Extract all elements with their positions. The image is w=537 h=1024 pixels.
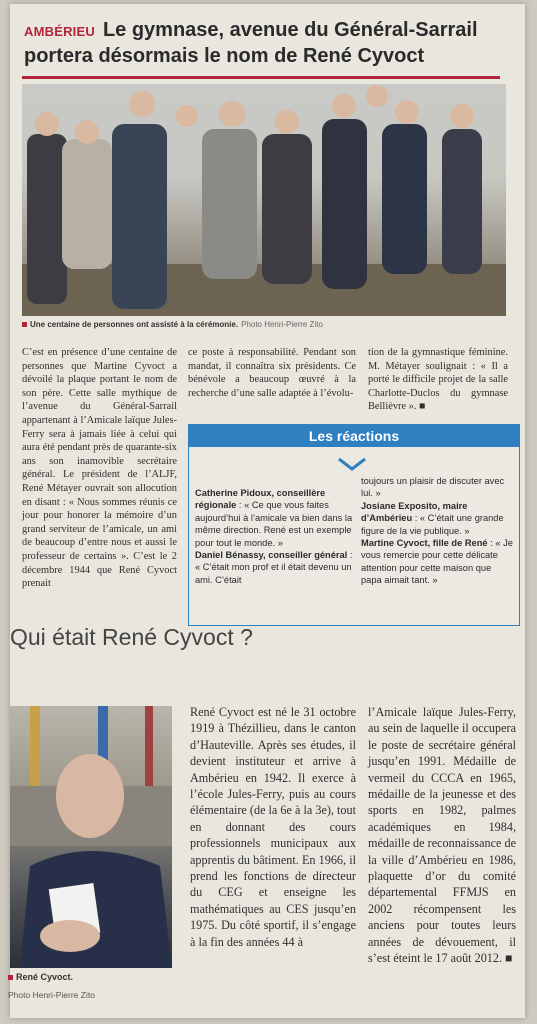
section-title: Qui était René Cyvoct ? (10, 624, 253, 650)
reactions-column-1 (195, 487, 355, 586)
reactions-title: Les réactions (189, 425, 519, 447)
reaction-author-4: Martine Cyvoct, fille de René (361, 538, 488, 549)
headline-rule (22, 76, 500, 79)
chevron-down-icon (337, 457, 367, 471)
reaction-quote-2-cont: toujours un plaisir de discuter avec lui. » (361, 476, 505, 499)
portrait-credit: Photo Henri-Pierre Zito (8, 990, 95, 1000)
article-column-1: C’est en présence d’une centaine de personnes que Martine Cyvoct a dévoilé la plaque portant le nom de son père. Cette salle mythique de l’avenue du Général-Sarrail appartenant à l’Amicale laïque Jules-Ferry sera à jamais liée à celui qui aura été pendant près de quarante-six ans son inamovible secrétaire général. Le président de l’ALJF, René Métayer ouvrait son allocution en disant : « Nous sommes réunis ce jour pour honorer la mémoire d’un grand serviteur de l’amicale, un ami de beaucoup d’entre nous et aussi le professeur de certains ». C’est le 2 décembre 1944 que René Cyvoct prenait (22, 347, 177, 590)
portrait-caption-text: René Cyvoct. (16, 972, 74, 982)
headline-title: Le gymnase, avenue du Général-Sarrail portera désormais le nom de René Cyvoct (24, 19, 478, 67)
reactions-column-2 (361, 475, 513, 587)
portrait-illustration (10, 706, 172, 968)
bio-column-2: l’Amicale laïque Jules-Ferry, au sein de laquelle il occupera le poste de secrétaire général jusqu’en 1991. Médaille de vermeil du CCCA en 1965, médaille de la jeunesse et des sports en 1982, palmes académiques en 1984, médaille de reconnaissance de la ville d’Ambérieu en 1986, plaquette d’or du comité départemental FFMJS en 2002 récompensent les anciens pour toutes leurs années de dévouement, il s’est éteint le 17 août 2012. ■ (368, 705, 516, 966)
article-column-3: tion de la gymnastique féminine. M. Métayer soulignait : « Il a porté le difficile projet de la salle Charlotte-Duclos du gymnase Bellièvre ». ■ (368, 347, 508, 413)
article-column-2: ce poste à responsabilité. Pendant son mandat, il connaîtra six présidents. Ce bénévole a beaucoup œuvré à la recherche d’une salle adaptée à l’évolu- (188, 347, 356, 399)
portrait-photo (10, 706, 172, 968)
kicker: AMBÉRIEU (24, 24, 95, 39)
headline (24, 18, 514, 69)
photo-caption (22, 320, 502, 329)
reactions-box (188, 424, 520, 626)
photo-credit: Photo Henri-Pierre Zito (241, 320, 323, 329)
reaction-quote-2: : « C’était mon prof et il était devenu un ami. C’était (195, 550, 353, 585)
bio-column-1: René Cyvoct est né le 31 octobre 1919 à Thézillieu, dans le canton d’Hauteville. Après ses études, il devient instituteur et arrive à Ambérieu en 1942. Il exerce à l’école Jules-Ferry, puis au cours élémentaire (de la 6e à la 3e), tout en donnant des cours professionnels municipaux aux apprentis du bâtiment. En 1966, il prend les fonctions de directeur du CEG et enseigne les mathématiques au CES jusqu’en 1975. Du côté sportif, il s’engage à la fin des années 44 à (190, 705, 356, 949)
reaction-quote-1: : « Ce que vous faites aujourd’hui à l’amicale va bien dans la même direction. René est un exemple pour tout le monde. » (195, 500, 353, 548)
reaction-quote-3: : « C’était une grande figure de la vie publique. » (361, 513, 504, 536)
portrait-caption (8, 972, 73, 982)
reaction-author-2: Daniel Bénassy, conseiller général (195, 550, 348, 561)
reaction-author-1: Catherine Pidoux, conseillère régionale (195, 488, 326, 511)
reaction-author-3: Josiane Exposito, maire d’Ambérieu (361, 500, 468, 524)
crowd-illustration (22, 84, 506, 316)
reaction-quote-4: : « Je vous remercie pour cette délicate attention pour cette maison que papa aimait tant. » (361, 538, 513, 586)
ceremony-photo (22, 84, 506, 316)
caption-text: Une centaine de personnes ont assisté à la cérémonie. (30, 320, 239, 329)
